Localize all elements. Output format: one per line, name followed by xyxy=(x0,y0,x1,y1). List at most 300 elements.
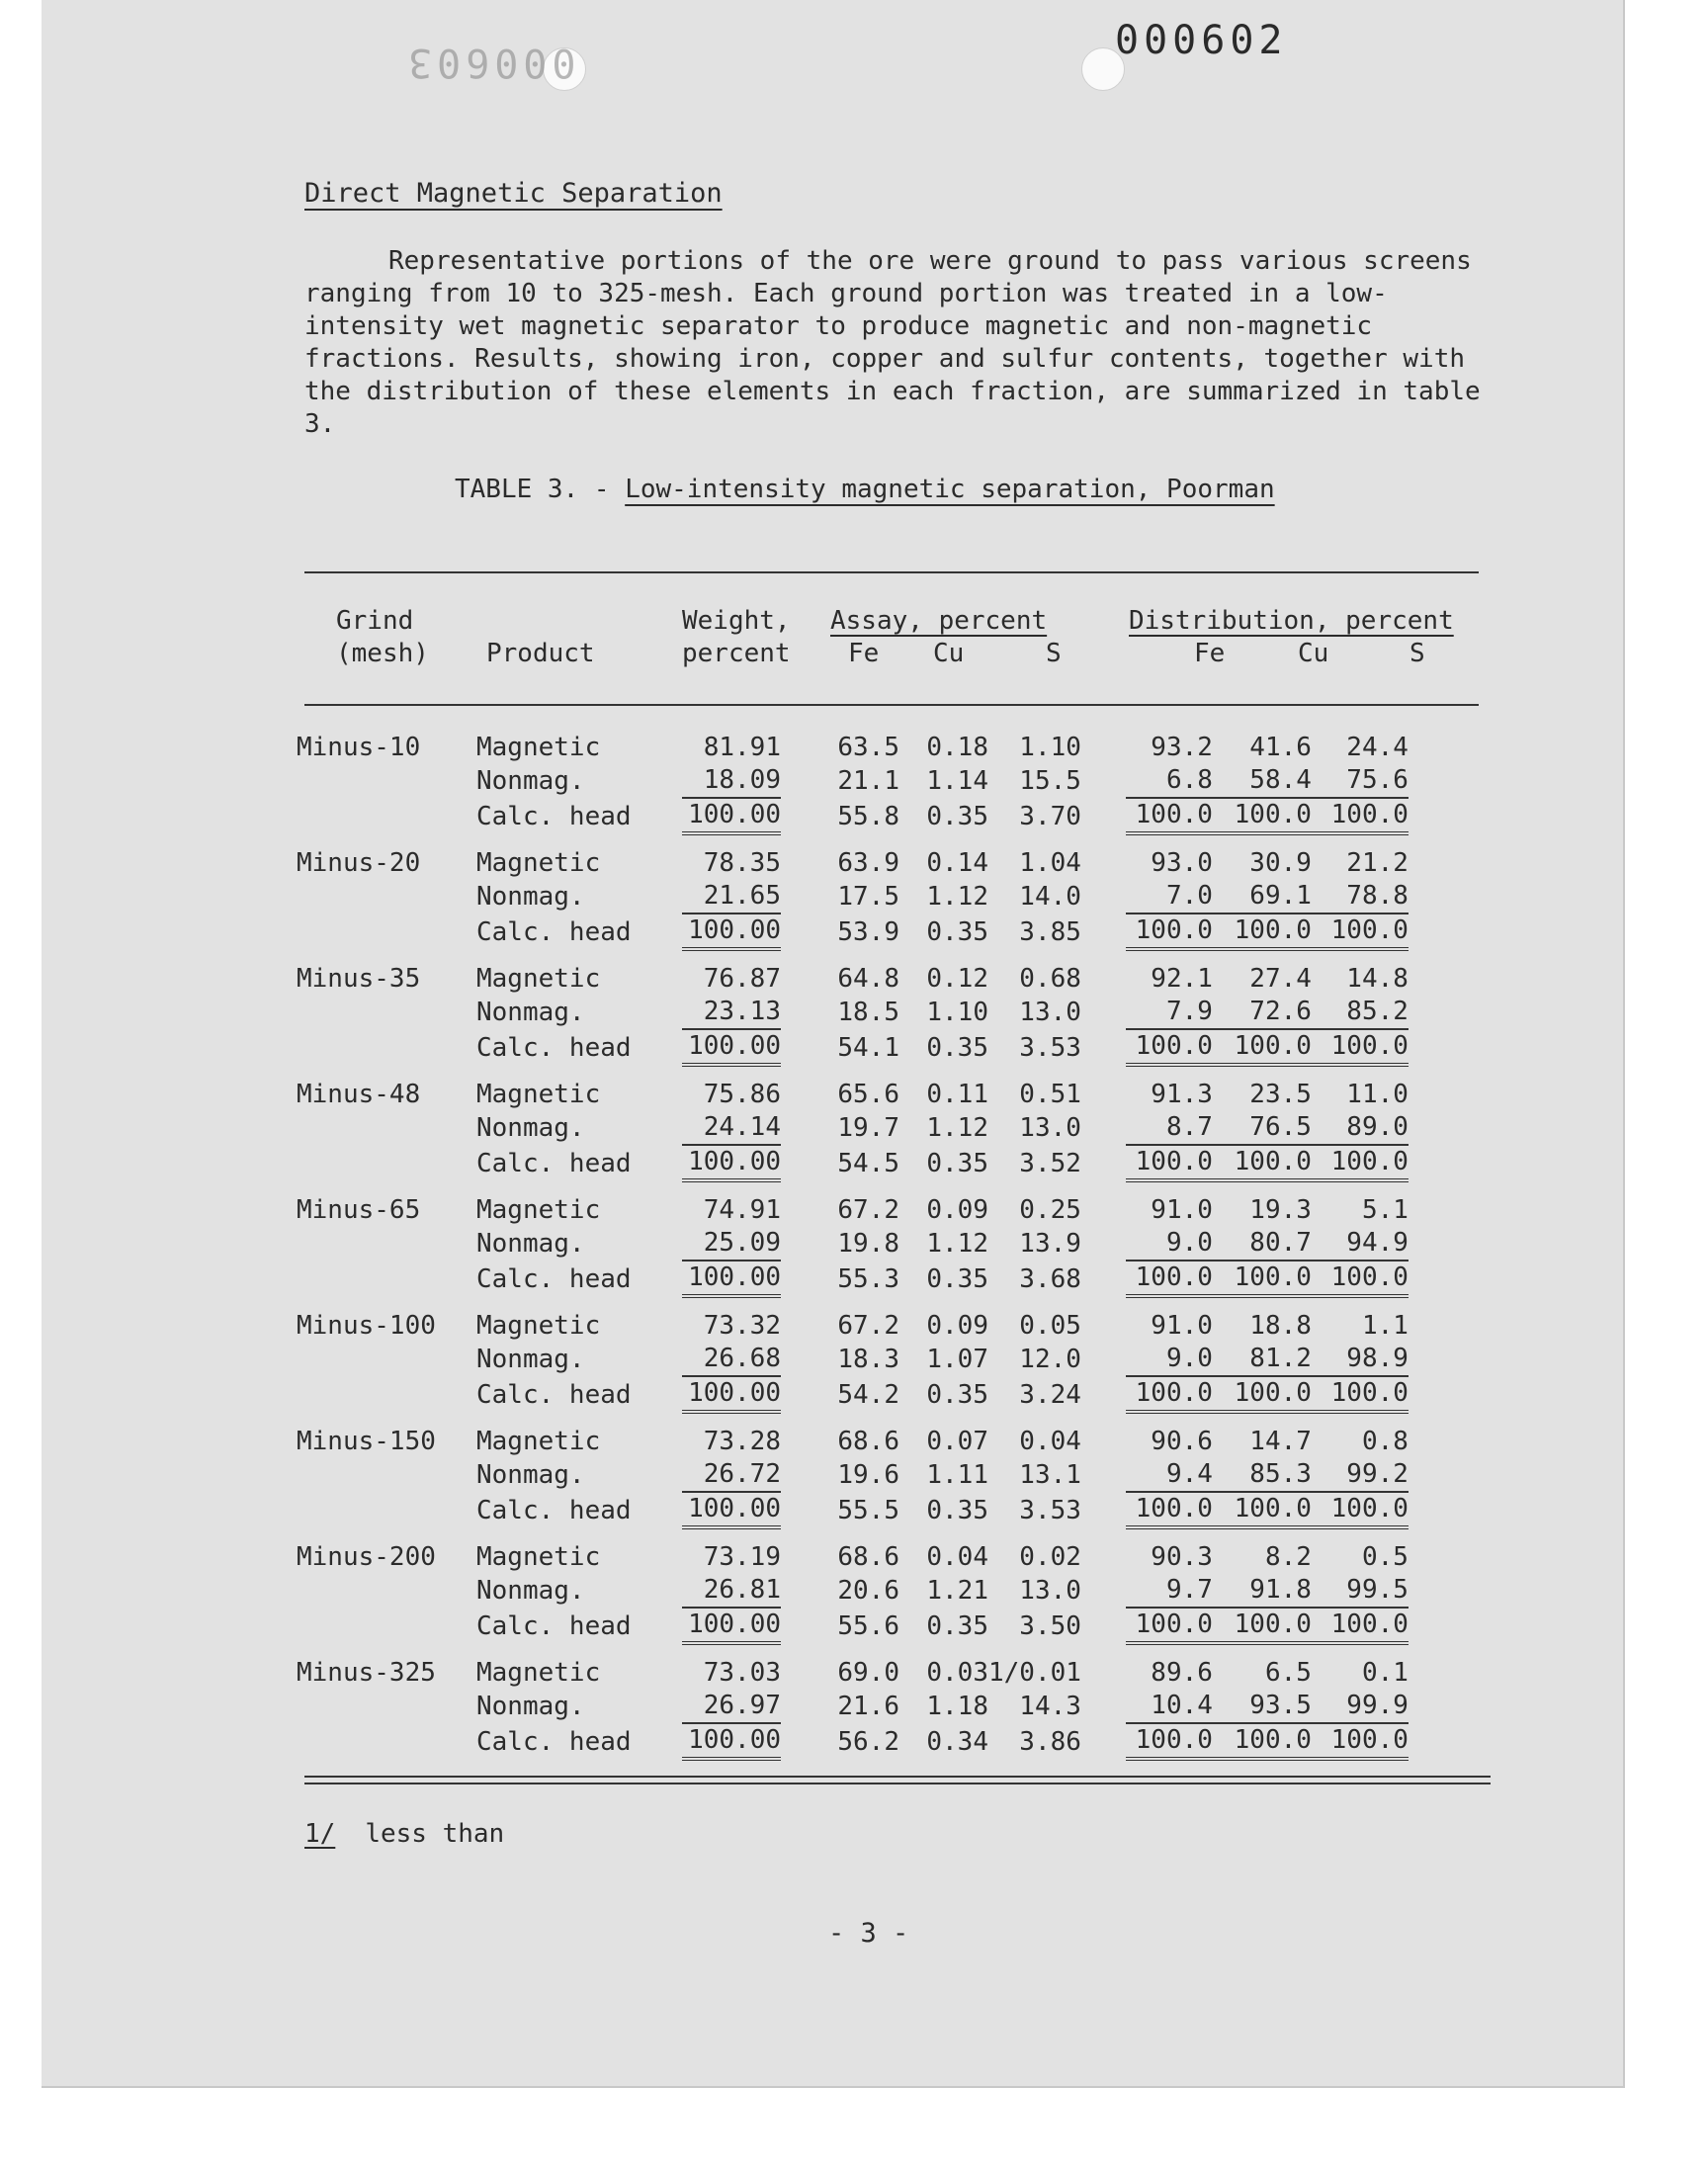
column-gap xyxy=(1081,1310,1126,1343)
assay-s-cell: 0.68 xyxy=(1019,964,1081,994)
header-assay: Assay, percent xyxy=(830,606,1048,636)
column-gap xyxy=(781,996,835,1029)
weight-cell: 73.19 xyxy=(703,1542,781,1572)
column-gap xyxy=(781,732,835,764)
weight-cell: 100.00 xyxy=(682,1261,781,1296)
assay-s-cell: 15.5 xyxy=(1019,766,1081,796)
body-paragraph xyxy=(304,245,1491,441)
table-row xyxy=(297,1690,1409,1723)
dist-s-cell: 100.0 xyxy=(1312,1376,1409,1412)
column-gap xyxy=(1081,1458,1126,1492)
assay-s-cell: 13.1 xyxy=(1019,1460,1081,1490)
product-cell: Magnetic xyxy=(476,1427,601,1456)
assay-fe-cell: 54.5 xyxy=(837,1149,899,1178)
weight-cell: 100.00 xyxy=(682,914,781,949)
assay-s-cell: 14.3 xyxy=(1019,1692,1081,1721)
table-caption-title: Low-intensity magnetic separation, Poorman xyxy=(625,475,1275,504)
weight-cell: 81.91 xyxy=(703,733,781,762)
dist-cu-cell: 100.0 xyxy=(1213,798,1312,833)
assay-cu-cell: 0.12 xyxy=(926,964,988,994)
table-row xyxy=(297,764,1409,798)
assay-s-cell: 1.04 xyxy=(1019,848,1081,878)
product-cell: Nonmag. xyxy=(476,1692,585,1721)
header-mesh: (mesh) xyxy=(336,639,429,668)
header-dist-s: S xyxy=(1409,639,1425,668)
column-gap xyxy=(1081,1343,1126,1376)
dist-s-cell: 1.1 xyxy=(1361,1311,1409,1341)
grind-cell xyxy=(297,1458,476,1492)
dist-fe-cell: 100.0 xyxy=(1126,798,1213,833)
grind-cell: Minus-35 xyxy=(297,964,421,994)
grind-cell: Minus-200 xyxy=(297,1542,436,1572)
dist-s-cell: 100.0 xyxy=(1312,1723,1409,1759)
assay-fe-cell: 64.8 xyxy=(837,964,899,994)
assay-cu-cell: 1.12 xyxy=(926,1113,988,1143)
dist-s-cell: 99.2 xyxy=(1346,1459,1409,1489)
header-weight: Weight, xyxy=(682,606,791,636)
dist-s-cell: 100.0 xyxy=(1312,1145,1409,1180)
column-gap xyxy=(781,914,835,949)
header-weight-percent: percent xyxy=(682,639,791,668)
weight-cell: 100.00 xyxy=(682,798,781,833)
product-cell: Nonmag. xyxy=(476,882,585,912)
weight-cell: 100.00 xyxy=(682,1376,781,1412)
table-row xyxy=(297,963,1409,996)
assay-cu-cell: 1.10 xyxy=(926,998,988,1027)
dist-fe-cell: 8.7 xyxy=(1165,1112,1213,1142)
dist-cu-cell: 85.3 xyxy=(1249,1459,1312,1489)
dist-s-cell: 78.8 xyxy=(1346,881,1409,911)
dist-cu-cell: 100.0 xyxy=(1213,1608,1312,1643)
assay-cu-cell: 0.35 xyxy=(926,1611,988,1641)
assay-fe-cell: 68.6 xyxy=(837,1542,899,1572)
assay-cu-cell: 0.18 xyxy=(926,733,988,762)
dist-cu-cell: 100.0 xyxy=(1213,1492,1312,1527)
grind-cell: Minus-100 xyxy=(297,1311,436,1341)
table-row xyxy=(297,1723,1409,1759)
page-number: - 3 - xyxy=(828,1918,909,1949)
column-gap xyxy=(1081,1261,1126,1296)
header-assay-s: S xyxy=(1046,639,1062,668)
weight-cell: 100.00 xyxy=(682,1492,781,1527)
assay-cu-cell: 1.12 xyxy=(926,882,988,912)
dist-fe-cell: 92.1 xyxy=(1151,964,1213,994)
assay-fe-cell: 67.2 xyxy=(837,1311,899,1341)
group-gap xyxy=(297,1180,1409,1194)
dist-s-cell: 0.8 xyxy=(1361,1427,1409,1456)
assay-cu-cell: 0.14 xyxy=(926,848,988,878)
assay-cu-cell: 0.35 xyxy=(926,1149,988,1178)
table-row xyxy=(297,1541,1409,1574)
grind-cell xyxy=(297,1376,476,1412)
product-cell: Calc. head xyxy=(476,1033,632,1063)
footnote-text: less than xyxy=(365,1819,505,1849)
assay-fe-cell: 63.9 xyxy=(837,848,899,878)
assay-fe-cell: 65.6 xyxy=(837,1080,899,1109)
grind-cell xyxy=(297,764,476,798)
dist-fe-cell: 6.8 xyxy=(1165,765,1213,795)
table-row xyxy=(297,847,1409,880)
assay-cu-cell: 0.09 xyxy=(926,1311,988,1341)
assay-cu-cell: 0.35 xyxy=(926,1496,988,1525)
dist-fe-cell: 91.0 xyxy=(1151,1311,1213,1341)
header-grind: Grind xyxy=(336,606,414,636)
assay-s-cell: 3.86 xyxy=(1019,1727,1081,1757)
assay-s-cell: 13.0 xyxy=(1019,998,1081,1027)
product-cell: Nonmag. xyxy=(476,1576,585,1606)
table-row xyxy=(297,1227,1409,1261)
assay-cu-cell: 0.03 xyxy=(926,1658,988,1688)
column-gap xyxy=(781,1723,835,1759)
dist-cu-cell: 80.7 xyxy=(1249,1228,1312,1258)
assay-s-cell: 3.68 xyxy=(1019,1264,1081,1294)
dist-s-cell: 100.0 xyxy=(1312,798,1409,833)
assay-s-cell: 3.70 xyxy=(1019,802,1081,831)
weight-cell: 18.09 xyxy=(703,765,781,795)
header-dist-cu: Cu xyxy=(1298,639,1329,668)
column-gap xyxy=(1081,1029,1126,1065)
assay-s-cell: 14.0 xyxy=(1019,882,1081,912)
dist-fe-cell: 90.3 xyxy=(1151,1542,1213,1572)
product-cell: Calc. head xyxy=(476,1727,632,1757)
dist-cu-cell: 41.6 xyxy=(1249,733,1312,762)
grind-cell: Minus-65 xyxy=(297,1195,421,1225)
dist-fe-cell: 91.0 xyxy=(1151,1195,1213,1225)
grind-cell xyxy=(297,1227,476,1261)
dist-cu-cell: 30.9 xyxy=(1249,848,1312,878)
page-stamp-bleedthrough: 000603 xyxy=(403,40,576,85)
table-bottom-rule-1 xyxy=(304,1776,1491,1778)
dist-cu-cell: 100.0 xyxy=(1213,1145,1312,1180)
assay-fe-cell: 19.8 xyxy=(837,1229,899,1259)
table-caption xyxy=(455,475,1275,504)
dist-fe-cell: 100.0 xyxy=(1126,1723,1213,1759)
assay-cu-cell: 0.11 xyxy=(926,1080,988,1109)
weight-cell: 100.00 xyxy=(682,1723,781,1759)
table-row xyxy=(297,1657,1409,1690)
column-gap xyxy=(1081,1227,1126,1261)
dist-fe-cell: 7.0 xyxy=(1165,881,1213,911)
weight-cell: 73.28 xyxy=(703,1427,781,1456)
grind-cell: Minus-48 xyxy=(297,1080,421,1109)
grind-cell xyxy=(297,880,476,914)
assay-s-cell: 3.52 xyxy=(1019,1149,1081,1178)
dist-cu-cell: 6.5 xyxy=(1264,1658,1312,1688)
assay-cu-cell: 1.18 xyxy=(926,1692,988,1721)
grind-cell xyxy=(297,914,476,949)
product-cell: Magnetic xyxy=(476,1542,601,1572)
product-cell: Calc. head xyxy=(476,1380,632,1410)
assay-fe-cell: 63.5 xyxy=(837,733,899,762)
column-gap xyxy=(1081,1574,1126,1608)
assay-cu-cell: 0.34 xyxy=(926,1727,988,1757)
product-cell: Magnetic xyxy=(476,964,601,994)
assay-cu-cell: 0.09 xyxy=(926,1195,988,1225)
table-row xyxy=(297,1574,1409,1608)
grind-cell xyxy=(297,1343,476,1376)
column-gap xyxy=(781,1608,835,1643)
assay-cu-cell: 1.21 xyxy=(926,1576,988,1606)
weight-cell: 100.00 xyxy=(682,1608,781,1643)
table-row xyxy=(297,1029,1409,1065)
weight-cell: 75.86 xyxy=(703,1080,781,1109)
grind-cell xyxy=(297,1492,476,1527)
column-gap xyxy=(781,847,835,880)
product-cell: Magnetic xyxy=(476,1080,601,1109)
product-cell: Magnetic xyxy=(476,1195,601,1225)
assay-s-cell: 13.9 xyxy=(1019,1229,1081,1259)
assay-fe-cell: 55.6 xyxy=(837,1611,899,1641)
dist-s-cell: 0.5 xyxy=(1361,1542,1409,1572)
column-gap xyxy=(781,1310,835,1343)
dist-fe-cell: 9.0 xyxy=(1165,1228,1213,1258)
header-assay-cu: Cu xyxy=(933,639,965,668)
product-cell: Calc. head xyxy=(476,1149,632,1178)
table-row xyxy=(297,1310,1409,1343)
group-gap xyxy=(297,1643,1409,1657)
weight-cell: 23.13 xyxy=(703,997,781,1026)
product-cell: Magnetic xyxy=(476,733,601,762)
assay-cu-cell: 0.35 xyxy=(926,917,988,947)
assay-fe-cell: 17.5 xyxy=(837,882,899,912)
dist-fe-cell: 100.0 xyxy=(1126,1145,1213,1180)
dist-cu-cell: 81.2 xyxy=(1249,1344,1312,1373)
product-cell: Nonmag. xyxy=(476,1229,585,1259)
grind-cell xyxy=(297,1111,476,1145)
dist-s-cell: 99.9 xyxy=(1346,1691,1409,1720)
dist-cu-cell: 19.3 xyxy=(1249,1195,1312,1225)
weight-cell: 100.00 xyxy=(682,1145,781,1180)
column-gap xyxy=(1081,847,1126,880)
dist-cu-cell: 100.0 xyxy=(1213,1376,1312,1412)
column-gap xyxy=(1081,1608,1126,1643)
assay-cu-cell: 0.35 xyxy=(926,1380,988,1410)
page-stamp-number: 000602 xyxy=(1115,18,1288,63)
column-gap xyxy=(781,1079,835,1111)
dist-fe-cell: 9.4 xyxy=(1165,1459,1213,1489)
dist-s-cell: 75.6 xyxy=(1346,765,1409,795)
separation-table xyxy=(297,732,1409,1761)
dist-cu-cell: 93.5 xyxy=(1249,1691,1312,1720)
dist-s-cell: 100.0 xyxy=(1312,1492,1409,1527)
dist-fe-cell: 100.0 xyxy=(1126,1029,1213,1065)
product-cell: Nonmag. xyxy=(476,1460,585,1490)
assay-s-cell: 3.85 xyxy=(1019,917,1081,947)
dist-fe-cell: 9.7 xyxy=(1165,1575,1213,1605)
column-gap xyxy=(781,1492,835,1527)
table-row xyxy=(297,880,1409,914)
grind-cell: Minus-150 xyxy=(297,1427,436,1456)
column-gap xyxy=(781,1111,835,1145)
dist-s-cell: 98.9 xyxy=(1346,1344,1409,1373)
assay-s-cell: 3.24 xyxy=(1019,1380,1081,1410)
grind-cell xyxy=(297,798,476,833)
product-cell: Calc. head xyxy=(476,802,632,831)
column-gap xyxy=(781,1376,835,1412)
column-gap xyxy=(781,764,835,798)
column-gap xyxy=(1081,880,1126,914)
dist-cu-cell: 27.4 xyxy=(1249,964,1312,994)
dist-s-cell: 100.0 xyxy=(1312,1608,1409,1643)
assay-s-cell: 13.0 xyxy=(1019,1576,1081,1606)
dist-fe-cell: 100.0 xyxy=(1126,914,1213,949)
table-row xyxy=(297,1111,1409,1145)
grind-cell xyxy=(297,1608,476,1643)
table-row xyxy=(297,1608,1409,1643)
assay-s-cell: 0.25 xyxy=(1019,1195,1081,1225)
grind-cell xyxy=(297,1029,476,1065)
assay-fe-cell: 55.3 xyxy=(837,1264,899,1294)
table-top-rule xyxy=(304,571,1479,573)
dist-fe-cell: 91.3 xyxy=(1151,1080,1213,1109)
table-row xyxy=(297,798,1409,833)
weight-cell: 26.81 xyxy=(703,1575,781,1605)
assay-fe-cell: 68.6 xyxy=(837,1427,899,1456)
table-row xyxy=(297,996,1409,1029)
dist-fe-cell: 7.9 xyxy=(1165,997,1213,1026)
header-assay-fe: Fe xyxy=(848,639,880,668)
dist-s-cell: 99.5 xyxy=(1346,1575,1409,1605)
column-gap xyxy=(781,1426,835,1458)
dist-cu-cell: 100.0 xyxy=(1213,1029,1312,1065)
table-row xyxy=(297,1426,1409,1458)
assay-fe-cell: 18.5 xyxy=(837,998,899,1027)
grind-cell xyxy=(297,1574,476,1608)
assay-cu-cell: 1.11 xyxy=(926,1460,988,1490)
column-gap xyxy=(781,1458,835,1492)
product-cell: Magnetic xyxy=(476,1658,601,1688)
dist-cu-cell: 18.8 xyxy=(1249,1311,1312,1341)
assay-s-cell: 3.50 xyxy=(1019,1611,1081,1641)
column-gap xyxy=(781,1690,835,1723)
product-cell: Calc. head xyxy=(476,1496,632,1525)
weight-cell: 100.00 xyxy=(682,1029,781,1065)
column-gap xyxy=(1081,1194,1126,1227)
column-gap xyxy=(1081,963,1126,996)
group-gap xyxy=(297,833,1409,847)
column-gap xyxy=(1081,1541,1126,1574)
assay-fe-cell: 21.6 xyxy=(837,1692,899,1721)
assay-fe-cell: 55.8 xyxy=(837,802,899,831)
assay-fe-cell: 54.2 xyxy=(837,1380,899,1410)
dist-s-cell: 100.0 xyxy=(1312,1261,1409,1296)
weight-cell: 24.14 xyxy=(703,1112,781,1142)
column-gap xyxy=(1081,1426,1126,1458)
assay-cu-cell: 0.04 xyxy=(926,1542,988,1572)
assay-cu-cell: 0.07 xyxy=(926,1427,988,1456)
dist-fe-cell: 90.6 xyxy=(1151,1427,1213,1456)
dist-cu-cell: 8.2 xyxy=(1264,1542,1312,1572)
product-cell: Nonmag. xyxy=(476,766,585,796)
column-gap xyxy=(781,1227,835,1261)
dist-s-cell: 14.8 xyxy=(1346,964,1409,994)
product-cell: Nonmag. xyxy=(476,1113,585,1143)
dist-s-cell: 89.0 xyxy=(1346,1112,1409,1142)
assay-s-cell: 13.0 xyxy=(1019,1113,1081,1143)
header-product: Product xyxy=(486,639,595,668)
column-gap xyxy=(1081,1492,1126,1527)
column-gap xyxy=(1081,1079,1126,1111)
assay-fe-cell: 54.1 xyxy=(837,1033,899,1063)
table-row xyxy=(297,1145,1409,1180)
dist-cu-cell: 100.0 xyxy=(1213,1261,1312,1296)
product-cell: Magnetic xyxy=(476,1311,601,1341)
table-row xyxy=(297,1261,1409,1296)
group-gap xyxy=(297,1527,1409,1541)
table-row xyxy=(297,914,1409,949)
column-gap xyxy=(1081,914,1126,949)
header-dist-fe: Fe xyxy=(1194,639,1226,668)
column-gap xyxy=(1081,732,1126,764)
product-cell: Calc. head xyxy=(476,1611,632,1641)
group-gap xyxy=(297,1296,1409,1310)
paragraph-text: Representative portions of the ore were ground to pass various screens ranging from 10 to 325-mesh. Each ground portion was treated in a low-intensity wet magnetic separator to produce magnetic and non-magnetic fractions. Results, showing iron, copper and sulfur contents, together with the distribution of these elements in each fraction, are summarized in table 3. xyxy=(304,246,1481,439)
dist-fe-cell: 100.0 xyxy=(1126,1608,1213,1643)
table-row xyxy=(297,1492,1409,1527)
assay-s-cell: 0.02 xyxy=(1019,1542,1081,1572)
assay-cu-cell: 0.35 xyxy=(926,802,988,831)
assay-s-cell: 0.04 xyxy=(1019,1427,1081,1456)
weight-cell: 26.72 xyxy=(703,1459,781,1489)
assay-fe-cell: 69.0 xyxy=(837,1658,899,1688)
group-gap xyxy=(297,949,1409,963)
product-cell: Nonmag. xyxy=(476,1345,585,1374)
dist-fe-cell: 10.4 xyxy=(1151,1691,1213,1720)
table-row xyxy=(297,1079,1409,1111)
dist-fe-cell: 9.0 xyxy=(1165,1344,1213,1373)
weight-cell: 26.68 xyxy=(703,1344,781,1373)
column-gap xyxy=(1081,1723,1126,1759)
column-gap xyxy=(1081,764,1126,798)
assay-s-cell: 0.05 xyxy=(1019,1311,1081,1341)
product-cell: Nonmag. xyxy=(476,998,585,1027)
column-gap xyxy=(781,880,835,914)
column-gap xyxy=(781,1574,835,1608)
dist-fe-cell: 93.0 xyxy=(1151,848,1213,878)
grind-cell xyxy=(297,1145,476,1180)
dist-fe-cell: 100.0 xyxy=(1126,1376,1213,1412)
header-bottom-rule xyxy=(304,704,1479,706)
table-row xyxy=(297,1458,1409,1492)
header-distribution: Distribution, percent xyxy=(1129,606,1454,636)
table-row xyxy=(297,1376,1409,1412)
weight-cell: 73.03 xyxy=(703,1658,781,1688)
column-gap xyxy=(781,963,835,996)
column-gap xyxy=(1081,1690,1126,1723)
column-gap xyxy=(781,1194,835,1227)
assay-s-cell: 3.53 xyxy=(1019,1033,1081,1063)
dist-s-cell: 94.9 xyxy=(1346,1228,1409,1258)
product-cell: Calc. head xyxy=(476,917,632,947)
weight-cell: 76.87 xyxy=(703,964,781,994)
column-gap xyxy=(1081,1657,1126,1690)
column-gap xyxy=(1081,1376,1126,1412)
assay-fe-cell: 53.9 xyxy=(837,917,899,947)
grind-cell: Minus-325 xyxy=(297,1658,436,1688)
table-row xyxy=(297,1343,1409,1376)
weight-cell: 78.35 xyxy=(703,848,781,878)
dist-cu-cell: 100.0 xyxy=(1213,914,1312,949)
assay-fe-cell: 55.5 xyxy=(837,1496,899,1525)
assay-cu-cell: 0.35 xyxy=(926,1033,988,1063)
dist-fe-cell: 93.2 xyxy=(1151,733,1213,762)
footnote-marker: 1/ xyxy=(304,1819,336,1849)
dist-s-cell: 5.1 xyxy=(1361,1195,1409,1225)
dist-cu-cell: 69.1 xyxy=(1249,881,1312,911)
table-bottom-rule-2 xyxy=(304,1783,1491,1784)
column-gap xyxy=(781,1029,835,1065)
weight-cell: 25.09 xyxy=(703,1228,781,1258)
